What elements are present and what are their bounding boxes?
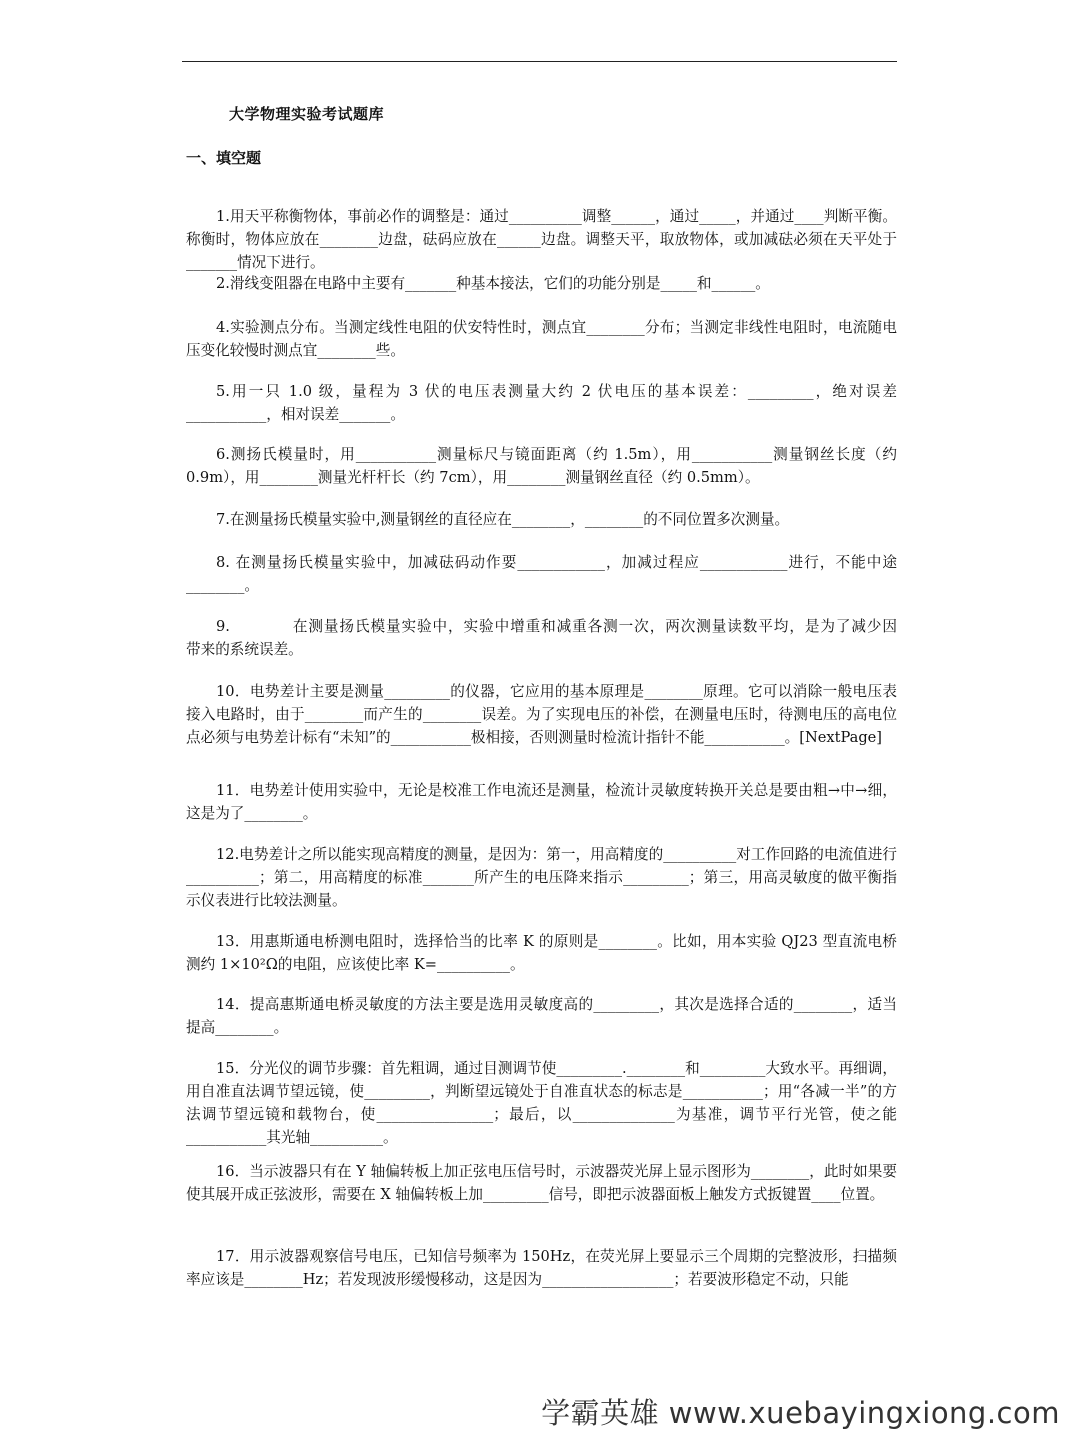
question-1: 1.用天平称衡物体，事前必作的调整是：通过__________调整______，通过_____，并通过____判断平衡。称衡时，物体应放在________边盘，砝码应放在______边盘。调整天平，取放物体，或加减砝必须在天平处于_______情况下进行。 — [186, 208, 897, 271]
question-14: 14．提高惠斯通电桥灵敏度的方法主要是选用灵敏度高的_________，其次是选择合适的________，适当提高________。 — [186, 996, 897, 1036]
question-8: 8. 在测量扬氏模量实验中，加减砝码动作要____________，加减过程应____________进行，不能中途________。 — [186, 554, 897, 594]
question-7: 7.在测量扬氏模量实验中,测量钢丝的直径应在________，________的不同位置多次测量。 — [216, 511, 790, 528]
question-6: 6.测扬氏模量时，用___________测量标尺与镜面距离（约 1.5m），用___________测量钢丝长度（约 0.9m），用________测量光杆杆长（约 7cm），用________测量钢丝直径（约 0.5mm）。 — [186, 446, 897, 486]
section-heading: 一、填空题 — [186, 149, 262, 167]
site-watermark: 学霸英雄 www.xuebayingxiong.com — [541, 1396, 1060, 1430]
question-4: 4.实验测点分布。当测定线性电阻的伏安特性时，测点宜________分布；当测定非线性电阻时，电流随电压变化较慢时测点宜________些。 — [186, 319, 897, 359]
question-11: 11．电势差计使用实验中，无论是校准工作电流还是测量，检流计灵敏度转换开关总是要由粗→中→细，这是为了________。 — [186, 782, 897, 822]
header-rule — [182, 61, 897, 62]
question-5: 5.用一只 1.0 级，量程为 3 伏的电压表测量大约 2 伏电压的基本误差：_________，绝对误差___________，相对误差_______。 — [186, 383, 897, 423]
question-16: 16．当示波器只有在 Y 轴偏转板上加正弦电压信号时，示波器荧光屏上显示图形为________，此时如果要使其展开成正弦波形，需要在 X 轴偏转板上加_________信号，即把示波器面板上触发方式扳键置____位置。 — [186, 1163, 897, 1203]
document-title: 大学物理实验考试题库 — [229, 105, 385, 123]
question-9: 9. 在测量扬氏模量实验中，实验中增重和减重各测一次，两次测量读数平均，是为了减少因 带来的系统误差。 — [186, 618, 927, 658]
question-13: 13．用惠斯通电桥测电阻时，选择恰当的比率 K 的原则是________。比如，用本实验 QJ23 型直流电桥测约 1×10²Ω的电阻，应该使比率 K=__________。 — [186, 933, 897, 973]
question-17: 17．用示波器观察信号电压，已知信号频率为 150Hz，在荧光屏上要显示三个周期的完整波形，扫描频率应该是________Hz；若发现波形缓慢移动，这是因为__________________；若要波形稳定不动，只能 — [186, 1248, 897, 1288]
question-12: 12.电势差计之所以能实现高精度的测量，是因为：第一，用高精度的__________对工作回路的电流值进行__________；第二，用高精度的标准_______所产生的电压降来指示_________；第三，用高灵敏度的做平衡指示仪表进行比较法测量。 — [186, 846, 897, 909]
question-10: 10．电势差计主要是测量_________的仪器，它应用的基本原理是________原理。它可以消除一般电压表接入电路时，由于________而产生的________误差。为了实现电压的补偿，在测量电压时，待测电压的高电位点必须与电势差计标有“未知”的___________极相接，否则测量时检流计指针不能___________。[NextPage] — [186, 683, 897, 746]
question-2: 2.滑线变阻器在电路中主要有_______种基本接法，它们的功能分别是_____和______。 — [216, 275, 770, 292]
question-15: 15．分光仪的调节步骤：首先粗调，通过目测调节使_________.________和_________大致水平。再细调，用自准直法调节望远镜，使_________，判断望远镜处于自准直状态的标志是___________；用“各减一半”的方法调节望远镜和载物台，使________________；最后，以______________为基准，调节平行光管，使之能___________其光轴__________。 — [186, 1060, 897, 1146]
